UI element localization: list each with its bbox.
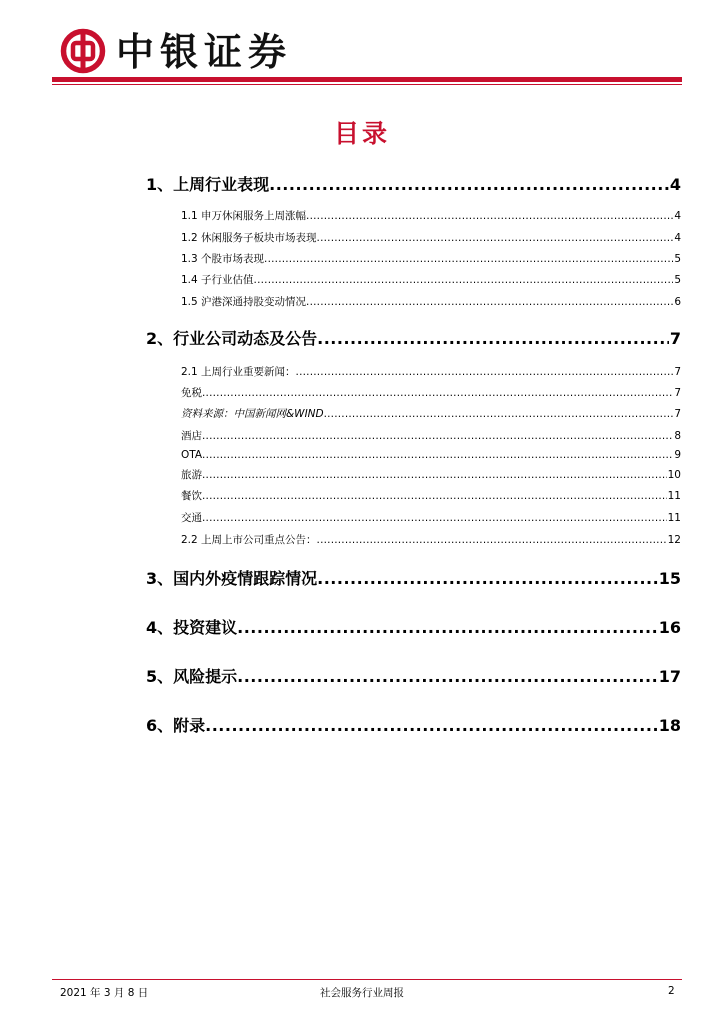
toc-leader-dots (202, 469, 667, 481)
toc-entry-label: 4、投资建议 (146, 618, 238, 637)
footer-rule (52, 979, 682, 980)
toc-entry-label: 1、上周行业表现 (146, 175, 270, 194)
toc-entry-page: 7 (674, 366, 681, 378)
toc-entry-label: 3、国内外疫情跟踪情况 (146, 569, 318, 588)
toc-leader-dots (317, 534, 667, 546)
toc-entry-page: 8 (674, 430, 681, 442)
toc-leader-dots (306, 296, 673, 308)
toc-leader-dots (317, 569, 658, 588)
toc-leader-dots (317, 232, 674, 244)
toc-leader-dots (202, 512, 667, 524)
footer-report-type: 社会服务行业周报 (320, 987, 404, 999)
toc-section-entry[interactable] (181, 532, 681, 546)
toc-leader-dots (237, 667, 658, 686)
footer-page-number: 2 (668, 985, 675, 997)
toc-leader-dots (202, 449, 673, 461)
toc-entry-page: 9 (674, 449, 681, 461)
toc-entry-page: 4 (674, 232, 681, 244)
toc-entry-label: 6、附录 (146, 716, 206, 735)
toc-entry-label: 酒店 (181, 430, 202, 442)
toc-leader-dots (296, 366, 674, 378)
toc-entry-page: 4 (669, 175, 681, 194)
toc-entry-label: 2、行业公司动态及公告 (146, 329, 318, 348)
toc-entry-label: 旅游 (181, 469, 202, 481)
toc-entry-page: 6 (674, 296, 681, 308)
toc-section-entry[interactable] (181, 449, 681, 463)
toc-entry-label: 1.1 申万休闲服务上周涨幅 (181, 210, 307, 222)
toc-section-entry[interactable] (181, 406, 681, 420)
toc-entry-label: 餐饮 (181, 490, 202, 502)
toc-section-entry[interactable] (181, 385, 681, 399)
toc-section-entry[interactable] (181, 510, 681, 524)
header-rule (52, 77, 682, 82)
toc-entry-label: 5、风险提示 (146, 667, 238, 686)
toc-leader-dots (269, 175, 669, 194)
toc-entry-label: 1.5 沪港深通持股变动情况 (181, 296, 307, 308)
toc-entry-page: 17 (658, 667, 681, 686)
toc-entry-page: 15 (658, 569, 681, 588)
toc-entry-label: 免税 (181, 387, 202, 399)
toc-entry-page: 4 (674, 210, 681, 222)
toc-entry-label: 交通 (181, 512, 202, 524)
toc-entry-page: 11 (667, 512, 681, 524)
toc-leader-dots (237, 618, 658, 637)
toc-entry-page: 7 (674, 387, 681, 399)
toc-entry-page: 10 (667, 469, 681, 481)
toc-section-entry[interactable] (181, 467, 681, 481)
toc-section-entry[interactable] (181, 488, 681, 502)
brand-name: 中银证券 (116, 29, 293, 74)
toc-section-entry[interactable] (181, 208, 681, 222)
toc-leader-dots (202, 490, 667, 502)
toc-section-entry[interactable] (181, 230, 681, 244)
toc-leader-dots (324, 408, 674, 420)
toc-leader-dots (202, 430, 673, 442)
toc-section-entry[interactable] (181, 251, 681, 265)
toc-entry-page: 7 (674, 408, 681, 420)
toc-chapter-entry[interactable] (146, 713, 681, 735)
toc-leader-dots (202, 387, 673, 399)
toc-leader-dots (205, 716, 658, 735)
toc-chapter-entry[interactable] (146, 664, 681, 686)
toc-leader-dots (317, 329, 669, 348)
toc-entry-label: 资料来源：中国新闻网&WIND (181, 408, 324, 420)
toc-section-entry[interactable] (181, 428, 681, 442)
toc-entry-page: 11 (667, 490, 681, 502)
toc-entry-label: 2.1 上周行业重要新闻： (181, 366, 296, 378)
toc-entry-label: 2.2 上周上市公司重点公告： (181, 534, 317, 546)
toc-section-entry[interactable] (181, 364, 681, 378)
toc-entry-page: 18 (658, 716, 681, 735)
toc-entry-label: 1.2 休闲服务子板块市场表现 (181, 232, 317, 244)
header-rule-thin (52, 84, 682, 85)
toc-entry-page: 16 (658, 618, 681, 637)
toc-leader-dots (306, 210, 673, 222)
toc-entry-label: 1.4 子行业估值 (181, 274, 254, 286)
toc-entry-label: 1.3 个股市场表现 (181, 253, 265, 265)
toc-chapter-entry[interactable] (146, 615, 681, 637)
toc-section-entry[interactable] (181, 272, 681, 286)
toc-chapter-entry[interactable] (146, 172, 681, 194)
toc-entry-label: OTA (181, 449, 203, 461)
toc-chapter-entry[interactable] (146, 566, 681, 588)
toc-entry-page: 7 (669, 329, 681, 348)
toc-chapter-entry[interactable] (146, 326, 681, 348)
bank-of-china-logo-icon (60, 28, 106, 74)
toc-entry-page: 5 (674, 253, 681, 265)
toc-leader-dots (264, 253, 673, 265)
footer-date: 2021 年 3 月 8 日 (60, 987, 149, 999)
toc-entry-page: 5 (674, 274, 681, 286)
toc-entry-page: 12 (667, 534, 681, 546)
toc-title: 目录 (333, 119, 390, 148)
toc-leader-dots (254, 274, 674, 286)
toc-section-entry[interactable] (181, 294, 681, 308)
page-header (60, 28, 680, 76)
